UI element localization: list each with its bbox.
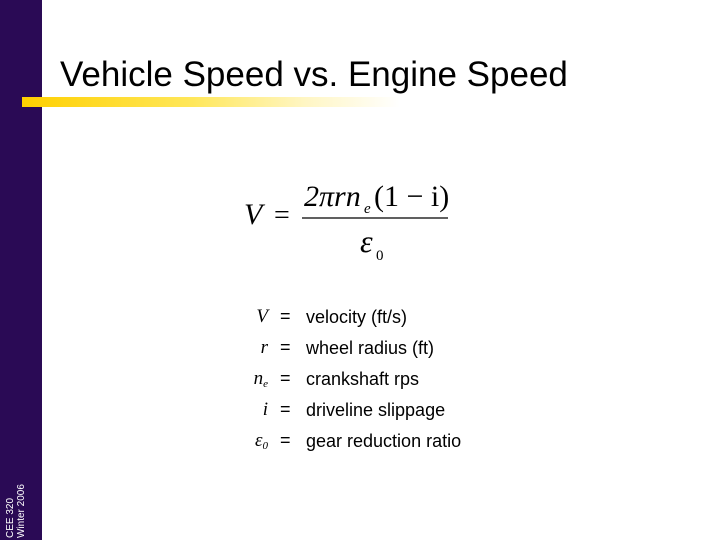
- definition-symbol: r: [260, 337, 268, 358]
- definition-row: [200, 303, 520, 334]
- definition-row: [200, 396, 520, 427]
- variable-definitions: [200, 303, 520, 458]
- course-caption-text: [5, 484, 27, 538]
- formula-denominator-sub: 0: [376, 248, 384, 264]
- title-underline-bar: [22, 97, 400, 107]
- formula-denominator: ε: [360, 223, 373, 259]
- definition-description: crankshaft rps: [306, 369, 420, 389]
- definition-description: velocity (ft/s): [306, 307, 408, 327]
- definition-equals: =: [280, 306, 291, 326]
- definition-description: gear reduction ratio: [306, 431, 462, 451]
- definition-description: wheel radius (ft): [306, 338, 435, 358]
- definition-row: [200, 334, 520, 365]
- slide-title: Vehicle Speed vs. Engine Speed: [60, 55, 568, 94]
- definition-symbol: $\varepsilon_0$: [255, 430, 268, 452]
- speed-formula: [236, 168, 476, 274]
- definition-symbol: V: [256, 306, 268, 327]
- formula-equals: =: [274, 200, 290, 231]
- formula-factor: (1 − i): [374, 180, 450, 213]
- definition-symbol: $n_e$: [253, 368, 268, 390]
- definition-row: [200, 365, 520, 396]
- sidebar: [0, 0, 42, 540]
- definition-description: driveline slippage: [306, 400, 446, 420]
- definition-row: [200, 427, 520, 458]
- formula-numerator: 2πrn: [304, 180, 361, 213]
- definition-equals: =: [280, 368, 291, 388]
- course-caption: [0, 468, 42, 538]
- definition-equals: =: [280, 337, 291, 357]
- definition-equals: =: [280, 430, 291, 450]
- definition-symbol: i: [262, 399, 268, 420]
- formula-lhs: V: [244, 198, 263, 231]
- formula-numerator-sub: e: [364, 201, 371, 217]
- definition-equals: =: [280, 399, 291, 419]
- course-term: Winter 2006: [16, 484, 27, 538]
- course-name: CEE 320: [5, 497, 16, 538]
